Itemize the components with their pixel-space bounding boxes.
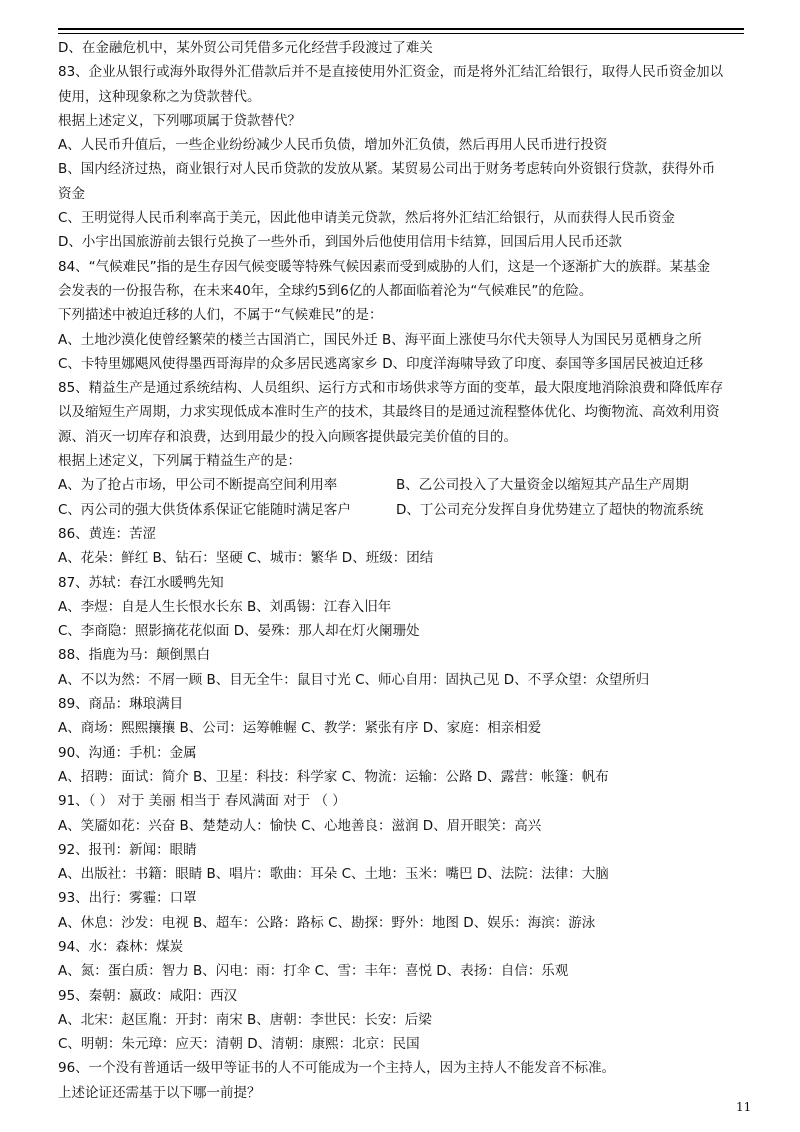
text-line: 84、“气候难民”指的是生存因气候变暖等特殊气候因素而受到威胁的人们，这是一个逐渐扩大的族群。某基金 (58, 258, 711, 275)
page-content (58, 36, 748, 1105)
option-b: B、乙公司投入了大量资金以缩短其产品生产周期 (396, 477, 689, 494)
option-c: C、丙公司的强大供货体系保证它能随时满足客户 (58, 501, 351, 518)
text-line: A、氮：蛋白质：智力 B、闪电：雨：打伞 C、雪：丰年：喜悦 D、表扬：自信：乐观 (58, 963, 569, 980)
text-line: C、王明觉得人民币利率高于美元，因此他申请美元贷款，然后将外汇结汇给银行，从而获得人民币资金 (58, 210, 675, 227)
text-line: C、李商隐：照影摘花花似面 D、晏殊：那人却在灯火阑珊处 (58, 623, 420, 640)
text-line: 87、苏轼：春江水暖鸭先知 (58, 574, 224, 591)
text-line: 95、秦朝：嬴政：咸阳：西汉 (58, 987, 238, 1004)
text-line: 会发表的一份报告称，在未来40年，全球约5到6亿的人都面临着沦为“气候难民”的危险。 (58, 282, 593, 299)
text-line: A、不以为然：不屑一顾 B、目无全牛：鼠目寸光 C、师心自用：固执己见 D、不孚众望：众望所归 (58, 671, 650, 688)
header-rule-thin (58, 33, 744, 34)
text-line: 以及缩短生产周期，力求实现低成本准时生产的技术，其最终目的是通过流程整体优化、均衡物流、高效利用资 (58, 404, 720, 421)
option-a: A、为了抢占市场，甲公司不断提高空间利用率 (58, 477, 338, 494)
text-line: 92、报刊：新闻：眼睛 (58, 841, 197, 858)
text-line: 93、出行：雾霾：口罩 (58, 890, 197, 907)
text-line: A、出版社：书籍：眼睛 B、唱片：歌曲：耳朵 C、土地：玉米：嘴巴 D、法院：法律：大脑 (58, 866, 609, 883)
text-line: A、土地沙漠化使曾经繁荣的楼兰古国消亡，国民外迁 B、海平面上涨使马尔代夫领导人为国民另觅栖身之所 (58, 331, 702, 348)
text-line: 上述论证还需基于以下哪一前提？ (58, 1084, 261, 1101)
text-line: 资金 (58, 185, 85, 202)
text-line: 86、黄连：苦涩 (58, 525, 157, 542)
option-d: D、丁公司充分发挥自身优势建立了超快的物流系统 (396, 501, 704, 518)
text-line: A、招聘：面试：简介 B、卫星：科技：科学家 C、物流：运输：公路 D、露营：帐篷：帆布 (58, 768, 609, 785)
text-line: 90、沟通：手机：金属 (58, 744, 197, 761)
text-line: A、商场：熙熙攘攘 B、公司：运筹帷幄 C、教学：紧张有序 D、家庭：相亲相爱 (58, 720, 542, 737)
option-row (58, 498, 748, 522)
text-line: 根据上述定义，下列哪项属于贷款替代？ (58, 112, 301, 129)
text-line: 89、商品：琳琅满目 (58, 696, 184, 713)
text-line: 85、精益生产是通过系统结构、人员组织、运行方式和市场供求等方面的变革，最大限度地消除浪费和降低库存 (58, 380, 724, 397)
text-line: D、小宇出国旅游前去银行兑换了一些外币，到国外后他使用信用卡结算，回国后用人民币还款 (58, 234, 622, 251)
text-line: 83、企业从银行或海外取得外汇借款后并不是直接使用外汇资金，而是将外汇结汇给银行，取得人民币资金加以 (58, 64, 724, 81)
text-line: 94、水：森林：煤炭 (58, 938, 184, 955)
header-rule-thick (58, 28, 744, 30)
text-line: A、休息：沙发：电视 B、超车：公路：路标 C、勘探：野外：地图 D、娱乐：海滨：游泳 (58, 914, 596, 931)
text-line: A、人民币升值后，一些企业纷纷减少人民币负债，增加外汇负债，然后再用人民币进行投资 (58, 137, 608, 154)
text-line: 88、指鹿为马：颠倒黑白 (58, 647, 211, 664)
text-line: 91、（ ） 对于 美丽 相当于 春风满面 对于 （ ） (58, 793, 346, 810)
text-line: C、卡特里娜飓风使得墨西哥海岸的众多居民逃离家乡 D、印度洋海啸导致了印度、泰国等多国居民被迫迁移 (58, 355, 704, 372)
text-line: C、明朝：朱元璋：应天：清朝 D、清朝：康熙：北京：民国 (58, 1036, 420, 1053)
text-line: B、国内经济过热，商业银行对人民币贷款的发放从紧。某贸易公司出于财务考虑转向外资银行贷款，获得外币 (58, 161, 716, 178)
text-line: 下列描述中被迫迁移的人们，不属于“气候难民”的是： (58, 307, 383, 324)
text-line: 根据上述定义，下列属于精益生产的是： (58, 453, 301, 470)
text-line: A、李煜：自是人生长恨水长东 B、刘禹锡：江春入旧年 (58, 598, 392, 615)
text-line: A、北宋：赵匡胤：开封：南宋 B、唐朝：李世民：长安：后梁 (58, 1011, 432, 1028)
text-line: 使用，这种现象称之为贷款替代。 (58, 88, 261, 105)
text-line: 源、消灭一切库存和浪费，达到用最少的投入向顾客提供最完美价值的目的。 (58, 428, 517, 445)
text-line: 96、一个没有普通话一级甲等证书的人不可能成为一个主持人，因为主持人不能发音不标准。 (58, 1060, 616, 1077)
option-row (58, 473, 748, 497)
text-line: A、笑靥如花：兴奋 B、楚楚动人：愉快 C、心地善良：滋润 D、眉开眼笑：高兴 (58, 817, 542, 834)
text-line: D、在金融危机中，某外贸公司凭借多元化经营手段渡过了难关 (58, 40, 433, 56)
text-line: A、花朵：鲜红 B、钻石：坚硬 C、城市：繁华 D、班级：团结 (58, 550, 434, 567)
page-number: 11 (736, 1100, 752, 1114)
